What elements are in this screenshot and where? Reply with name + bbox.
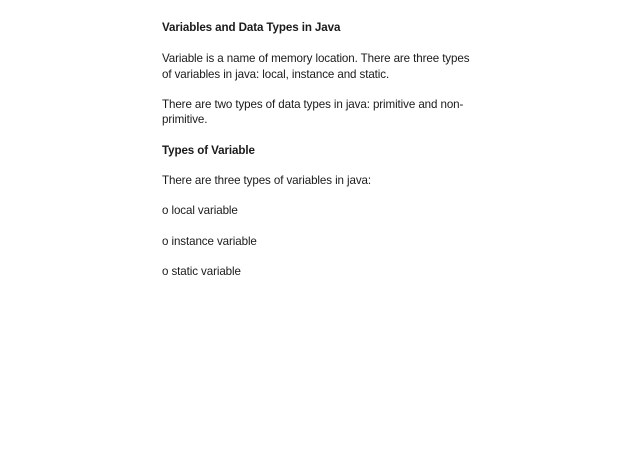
paragraph-line: Variable is a name of memory location. There are three types	[162, 52, 470, 65]
list-item: o local variable	[162, 204, 238, 217]
section-heading: Types of Variable	[162, 143, 255, 157]
list-item: o instance variable	[162, 234, 257, 248]
section-intro: There are three types of variables in java:	[162, 173, 372, 187]
paragraph-line: There are two types of data types in java: primitive and non-	[162, 97, 464, 111]
document-title: Variables and Data Types in Java	[162, 21, 341, 34]
paragraph-line: of variables in java: local, instance and static.	[162, 67, 390, 81]
paragraph-line: primitive.	[162, 113, 208, 126]
list-item: o static variable	[162, 265, 241, 278]
